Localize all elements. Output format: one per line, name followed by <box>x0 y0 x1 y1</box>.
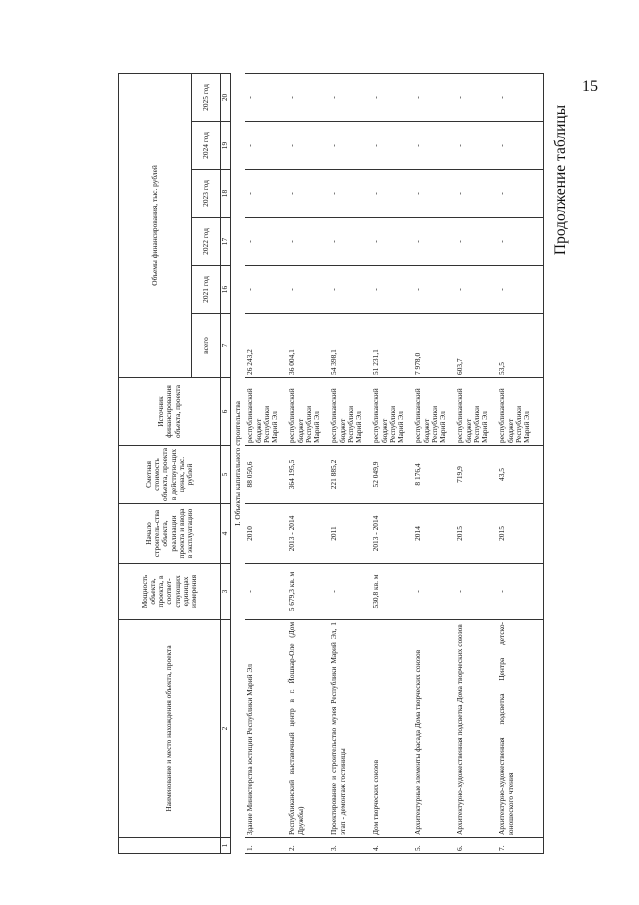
source-line: республиканский <box>497 388 507 443</box>
year-cell-2021: - <box>329 266 371 314</box>
source-line: бюджет <box>505 418 515 443</box>
table-bottom-cell <box>539 170 544 218</box>
year-cell-2023: - <box>455 170 497 218</box>
section-title: I. Объекты капитального строительства <box>233 401 242 526</box>
total-cell: 603,7 <box>455 314 497 378</box>
source-cell <box>413 378 455 446</box>
year-cell-2022: - <box>245 218 287 266</box>
year-cell-2023: - <box>413 170 455 218</box>
year-cell-2021: - <box>245 266 287 314</box>
total-cell: 26 243,2 <box>245 314 287 378</box>
row-number: 1. <box>245 838 287 854</box>
year-cell-2021: - <box>455 266 497 314</box>
year-cell-2022: - <box>329 218 371 266</box>
cost-cell: 8 176,4 <box>413 446 455 504</box>
year-cell-2024: - <box>287 122 329 170</box>
continuation-title-box <box>543 104 579 256</box>
year-cell-2021: - <box>413 266 455 314</box>
table-row <box>371 73 413 853</box>
source-line: Марий Эл <box>522 411 532 443</box>
continuation-title: Продолжение таблицы <box>552 104 569 256</box>
capacity-cell: 530,8 кв. м <box>371 564 413 620</box>
table-bottom-cell <box>539 218 544 266</box>
rotated-table-container <box>118 74 548 854</box>
source-line: Марий Эл <box>312 411 322 443</box>
table-bottom-cell <box>539 564 544 620</box>
table-bottom-cell <box>539 73 544 121</box>
object-name: Здание Министерства юстиции Республики Марий Эл <box>245 620 287 838</box>
source-line: Республики <box>429 405 439 443</box>
year-cell-2023: - <box>287 170 329 218</box>
capacity-cell: - <box>245 564 287 620</box>
start-cell: 2013 - 2014 <box>371 504 413 564</box>
source-line: Марий Эл <box>480 411 490 443</box>
column-number: 19 <box>221 122 231 170</box>
source-cell <box>329 378 371 446</box>
object-name: Дом творческих союзов <box>371 620 413 838</box>
start-cell: 2013 - 2014 <box>287 504 329 564</box>
header-source: Источник финансирования объекта, проекта <box>119 378 221 446</box>
header-year-2024: 2024 год <box>192 122 221 170</box>
table-row <box>413 73 455 853</box>
year-cell-2021: - <box>497 266 539 314</box>
row-number: 2. <box>287 838 329 854</box>
header-capacity: Мощность объекта, проекта, в соответ-ствующих единицах измерения <box>119 564 221 620</box>
row-number: 3. <box>329 838 371 854</box>
year-cell-2021: - <box>371 266 413 314</box>
row-number: 7. <box>497 838 539 854</box>
header-year-2023: 2023 год <box>192 170 221 218</box>
start-cell: 2015 <box>497 504 539 564</box>
capacity-cell: - <box>455 564 497 620</box>
table-bottom-cell <box>539 838 544 854</box>
row-number: 6. <box>455 838 497 854</box>
year-cell-2022: - <box>413 218 455 266</box>
source-line: Республики <box>387 405 397 443</box>
year-cell-2024: - <box>245 122 287 170</box>
column-number: 5 <box>221 446 231 504</box>
total-cell: 54 398,1 <box>329 314 371 378</box>
year-cell-2024: - <box>497 122 539 170</box>
source-line: республиканский <box>287 388 297 443</box>
capacity-cell: - <box>413 564 455 620</box>
table-bottom-cell <box>539 504 544 564</box>
table-bottom-cell <box>539 378 544 446</box>
object-name: Проектирование и строительство музея Республики Марий Эл, 1 этап - демонтаж гостиницы <box>329 620 371 838</box>
column-number: 4 <box>221 504 231 564</box>
year-cell-2022: - <box>497 218 539 266</box>
start-cell: 2011 <box>329 504 371 564</box>
header-name: Наименование и место нахождения объекта, проекта <box>119 620 221 838</box>
header-year-2025: 2025 год <box>192 73 221 121</box>
column-number: 17 <box>221 218 231 266</box>
table-row <box>287 73 329 853</box>
column-number-row <box>221 73 231 853</box>
source-line: Республики <box>471 405 481 443</box>
year-cell-2022: - <box>455 218 497 266</box>
source-line: Марий Эл <box>354 411 364 443</box>
start-cell: 2010 <box>245 504 287 564</box>
year-cell-2022: - <box>371 218 413 266</box>
table-bottom-cell <box>539 314 544 378</box>
object-name: Архитектурно-художественная подсветка Центра детско-юношеского чтения <box>497 620 539 838</box>
source-line: бюджет <box>379 418 389 443</box>
year-cell-2022: - <box>287 218 329 266</box>
source-line: бюджет <box>463 418 473 443</box>
table-bottom-cell <box>539 446 544 504</box>
page-number: 15 <box>582 78 598 95</box>
table-bottom-cell <box>539 620 544 838</box>
source-line: республиканский <box>455 388 465 443</box>
total-cell: 51 231,1 <box>371 314 413 378</box>
header-cell-n <box>119 838 221 854</box>
year-cell-2025: - <box>455 73 497 121</box>
source-line: бюджет <box>295 418 305 443</box>
cost-cell: 88 050,6 <box>245 446 287 504</box>
table-bottom-cell <box>539 266 544 314</box>
column-number: 18 <box>221 170 231 218</box>
source-cell <box>245 378 287 446</box>
source-line: республиканский <box>413 388 423 443</box>
row-number: 4. <box>371 838 413 854</box>
year-cell-2025: - <box>371 73 413 121</box>
source-line: республиканский <box>245 388 255 443</box>
start-cell: 2014 <box>413 504 455 564</box>
start-cell: 2015 <box>455 504 497 564</box>
year-cell-2025: - <box>245 73 287 121</box>
source-line: Республики <box>303 405 313 443</box>
cost-cell: 43,5 <box>497 446 539 504</box>
source-line: Республики <box>261 405 271 443</box>
table-row <box>455 73 497 853</box>
object-name: Архитектурные элементы фасада Дома творческих союзов <box>413 620 455 838</box>
source-cell <box>455 378 497 446</box>
column-number: 20 <box>221 73 231 121</box>
year-cell-2023: - <box>371 170 413 218</box>
header-start: Начало строитель-ства объекта, реализации проекта и ввода в эксплуатацию <box>119 504 221 564</box>
row-number: 5. <box>413 838 455 854</box>
header-year-2021: 2021 год <box>192 266 221 314</box>
year-cell-2024: - <box>455 122 497 170</box>
year-cell-2021: - <box>287 266 329 314</box>
column-number: 1 <box>221 838 231 854</box>
header-cost: Сметная стоимость объекта, проекта в действую-щих ценах, тыс. рублей <box>119 446 221 504</box>
capacity-cell: 5 679,3 кв. м <box>287 564 329 620</box>
total-cell: 53,5 <box>497 314 539 378</box>
source-line: Республики <box>345 405 355 443</box>
year-cell-2023: - <box>497 170 539 218</box>
source-line: Марий Эл <box>396 411 406 443</box>
column-number: 6 <box>221 378 231 446</box>
header-total: всего <box>192 314 221 378</box>
cost-cell: 719,9 <box>455 446 497 504</box>
year-cell-2025: - <box>329 73 371 121</box>
source-line: Марий Эл <box>270 411 280 443</box>
source-cell <box>497 378 539 446</box>
cost-cell: 221 885,2 <box>329 446 371 504</box>
object-name: Республиканский выставочный центр в г. Йошкар-Оле (Дом Дружбы) <box>287 620 329 838</box>
financing-table <box>118 73 544 854</box>
table-row <box>497 73 539 853</box>
table-row <box>329 73 371 853</box>
source-cell <box>371 378 413 446</box>
column-number: 7 <box>221 314 231 378</box>
source-line: бюджет <box>421 418 431 443</box>
total-cell: 7 978,0 <box>413 314 455 378</box>
source-line: бюджет <box>253 418 263 443</box>
cost-cell: 364 195,5 <box>287 446 329 504</box>
year-cell-2024: - <box>413 122 455 170</box>
capacity-cell: - <box>329 564 371 620</box>
source-line: бюджет <box>337 418 347 443</box>
source-line: республиканский <box>329 388 339 443</box>
section-row <box>231 73 246 853</box>
year-cell-2024: - <box>329 122 371 170</box>
year-cell-2023: - <box>245 170 287 218</box>
table-bottom-rule <box>539 73 544 853</box>
year-cell-2025: - <box>497 73 539 121</box>
object-name: Архитектурно-художественная подсветка Дома творческих союзов <box>455 620 497 838</box>
source-line: Марий Эл <box>438 411 448 443</box>
header-finance-group: Объемы финансирования, тыс. рублей <box>119 73 192 377</box>
table-bottom-cell <box>539 122 544 170</box>
column-number: 3 <box>221 564 231 620</box>
year-cell-2025: - <box>287 73 329 121</box>
source-line: Республики <box>513 405 523 443</box>
year-cell-2024: - <box>371 122 413 170</box>
column-number: 16 <box>221 266 231 314</box>
column-number: 2 <box>221 620 231 838</box>
year-cell-2023: - <box>329 170 371 218</box>
capacity-cell: - <box>497 564 539 620</box>
source-cell <box>287 378 329 446</box>
source-line: республиканский <box>371 388 381 443</box>
total-cell: 36 004,1 <box>287 314 329 378</box>
table-row <box>245 73 287 853</box>
year-cell-2025: - <box>413 73 455 121</box>
cost-cell: 52 049,9 <box>371 446 413 504</box>
header-year-2022: 2022 год <box>192 218 221 266</box>
